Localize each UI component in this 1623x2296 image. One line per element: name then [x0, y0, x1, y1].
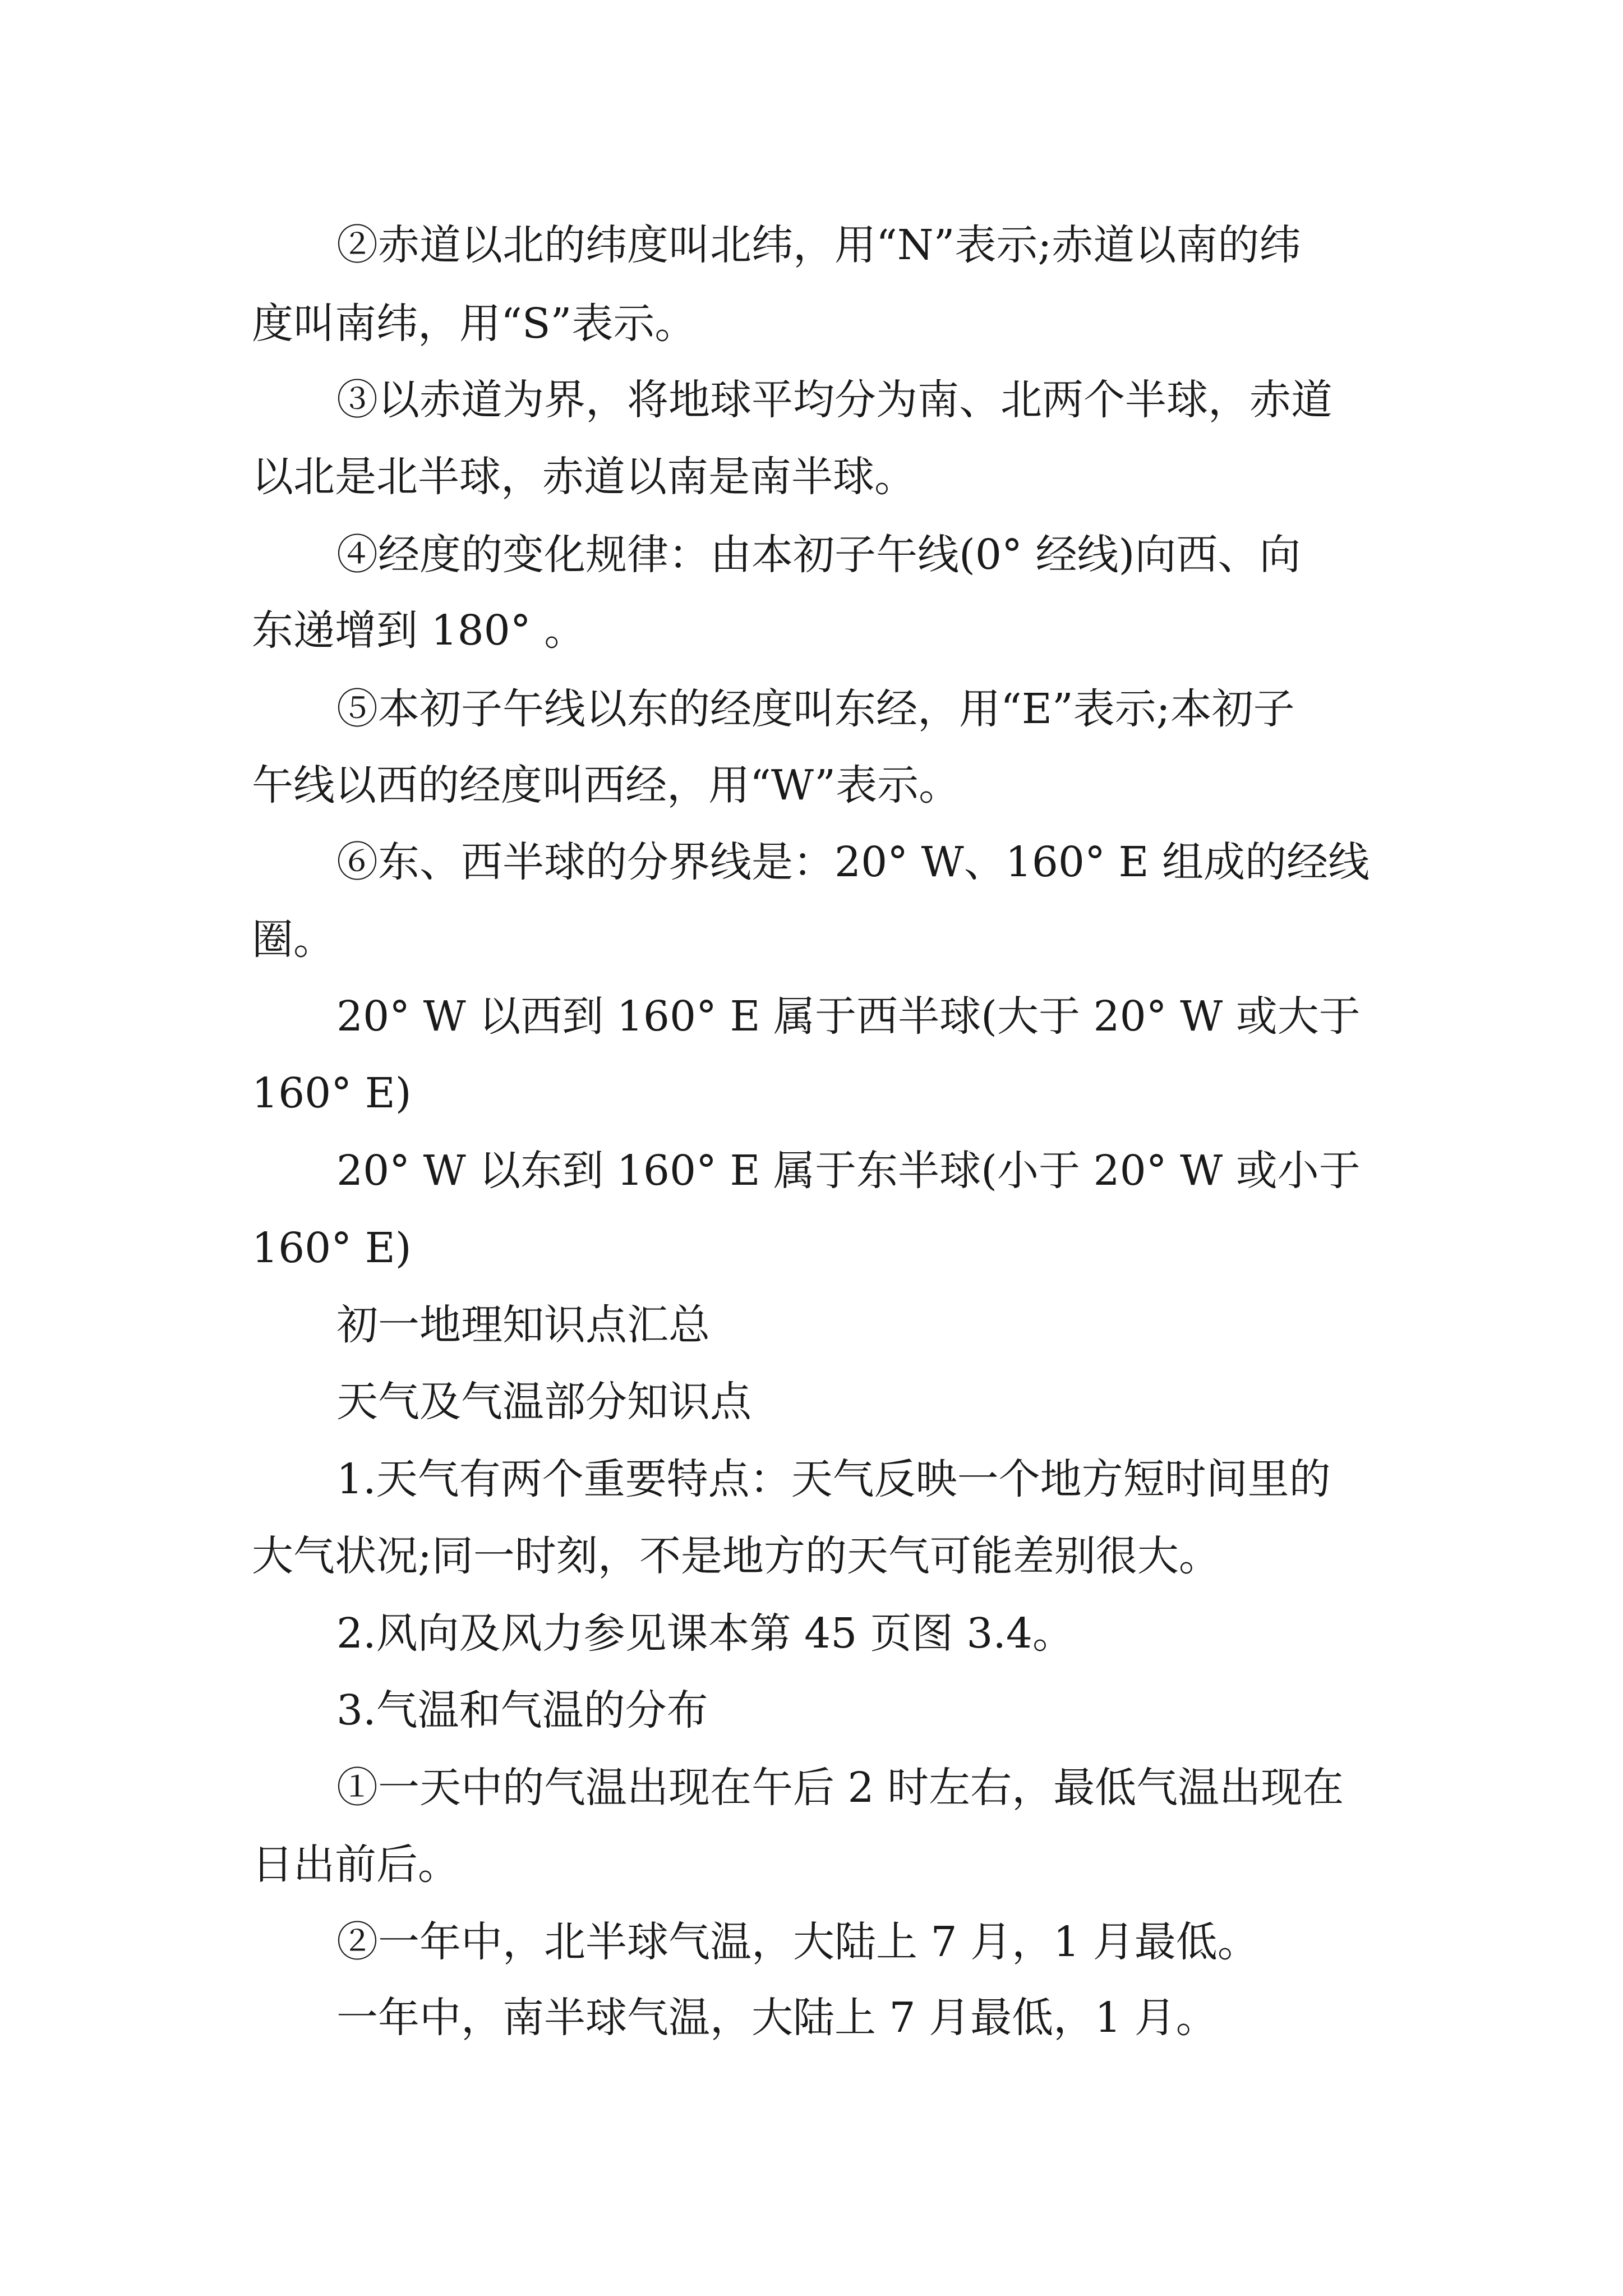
paragraph-line: 20° W 以西到 160° E 属于西半球(大于 20° W 或大于 — [336, 992, 1361, 1041]
paragraph-line: ⑥东、西半球的分界线是：20° W、160° E 组成的经线 — [336, 838, 1370, 886]
paragraph-line: 20° W 以东到 160° E 属于东半球(小于 20° W 或小于 — [336, 1147, 1361, 1195]
paragraph-line: ③以赤道为界，将地球平均分为南、北两个半球，赤道 — [336, 376, 1332, 424]
paragraph-line: 度叫南纬，用“S”表示。 — [252, 300, 697, 348]
paragraph-line: 160° E) — [252, 1069, 412, 1117]
paragraph-line: 东递增到 180° 。 — [252, 606, 586, 655]
paragraph-line: 以北是北半球，赤道以南是南半球。 — [252, 453, 916, 501]
paragraph-line: 一年中，南半球气温，大陆上 7 月最低，1 月。 — [336, 1994, 1218, 2042]
paragraph-line: ①一天中的气温出现在午后 2 时左右，最低气温出现在 — [336, 1764, 1344, 1812]
paragraph-line: 午线以西的经度叫西经，用“W”表示。 — [252, 761, 961, 809]
section-heading: 天气及气温部分知识点 — [336, 1378, 751, 1426]
section-heading: 初一地理知识点汇总 — [336, 1301, 710, 1349]
paragraph-line: 圈。 — [252, 915, 335, 964]
paragraph-line: ②赤道以北的纬度叫北纬，用“N”表示;赤道以南的纬 — [336, 221, 1301, 269]
paragraph-line: ④经度的变化规律：由本初子午线(0° 经线)向西、向 — [336, 531, 1301, 579]
paragraph-line: 日出前后。 — [252, 1841, 459, 1889]
paragraph-line: 3.气温和气温的分布 — [336, 1686, 708, 1734]
paragraph-line: 2.风向及风力参见课本第 45 页图 3.4。 — [336, 1609, 1075, 1658]
paragraph-line: 160° E) — [252, 1224, 412, 1272]
paragraph-line: ②一年中，北半球气温，大陆上 7 月，1 月最低。 — [336, 1918, 1259, 1966]
paragraph-line: 大气状况;同一时刻，不是地方的天气可能差别很大。 — [252, 1532, 1220, 1580]
paragraph-line: ⑤本初子午线以东的经度叫东经，用“E”表示;本初子 — [336, 685, 1295, 733]
paragraph-line: 1.天气有两个重要特点：天气反映一个地方短时间里的 — [336, 1455, 1331, 1503]
